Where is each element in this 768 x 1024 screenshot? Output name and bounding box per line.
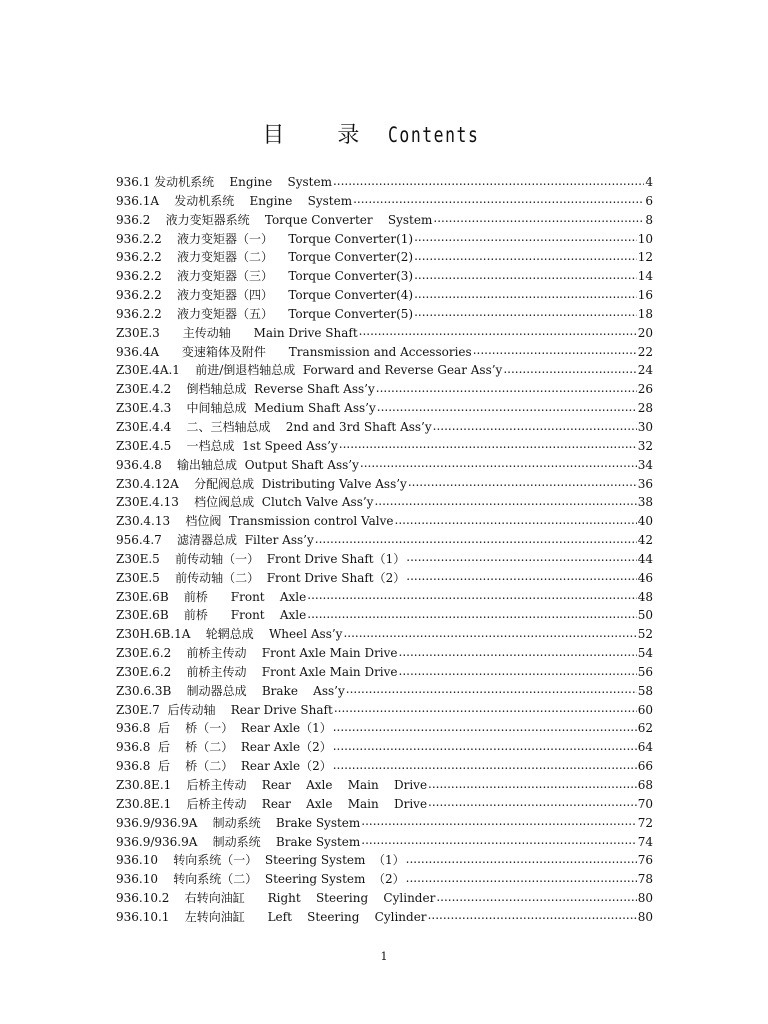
toc-entry[interactable]	[116, 343, 653, 362]
toc-entry-page-number: 68	[637, 778, 653, 792]
toc-entry-title: Z30E.4.3 中间轴总成 Medium Shaft Ass’y	[116, 401, 376, 416]
toc-entry-page-number: 38	[637, 495, 653, 510]
title-cn-part1: 目	[262, 123, 286, 148]
toc-dot-leader	[399, 666, 637, 678]
toc-entry-page-number: 46	[637, 570, 653, 585]
toc-entry-title: Z30E.4.13 档位阀总成 Clutch Valve Ass’y	[116, 495, 374, 510]
toc-dot-leader	[503, 365, 636, 377]
toc-entry[interactable]	[116, 889, 653, 908]
toc-dot-leader	[408, 478, 637, 490]
toc-entry-title: Z30E.6B 前桥 Front Axle	[116, 589, 307, 604]
toc-entry[interactable]	[116, 757, 653, 776]
table-of-contents	[116, 173, 653, 927]
toc-entry[interactable]	[116, 475, 653, 494]
toc-entry-title: Z30E.5 前传动轴（二） Front Drive Shaft（2）	[116, 570, 406, 585]
toc-entry-title: Z30E.6B 前桥 Front Axle	[116, 608, 307, 623]
toc-dot-leader	[376, 384, 637, 396]
toc-entry-page-number: 48	[637, 589, 653, 604]
toc-entry-page-number: 52	[637, 627, 653, 642]
toc-entry-title: 936.8 后 桥（二） Rear Axle（2）	[116, 740, 332, 755]
toc-entry[interactable]	[116, 851, 653, 870]
toc-entry-title: Z30E.3 主传动轴 Main Drive Shaft	[116, 325, 358, 340]
toc-entry-page-number: 32	[637, 438, 653, 453]
toc-entry-page-number: 12	[637, 250, 653, 265]
toc-entry-title: 936.9/936.9A 制动系统 Brake System	[116, 834, 361, 849]
toc-entry-page-number: 66	[637, 759, 653, 774]
title-en: Contents	[388, 123, 480, 147]
toc-dot-leader	[414, 233, 637, 245]
toc-dot-leader	[359, 327, 637, 339]
toc-entry-title: Z30E.6.2 前桥主传动 Front Axle Main Drive	[116, 664, 398, 679]
toc-dot-leader	[360, 459, 637, 471]
toc-entry-page-number: 14	[637, 269, 653, 284]
toc-entry[interactable]	[116, 663, 653, 682]
toc-entry-page-number: 50	[637, 608, 653, 623]
toc-entry-page-number: 36	[637, 476, 653, 491]
toc-entry[interactable]	[116, 456, 653, 475]
toc-entry-title: 936.9/936.9A 制动系统 Brake System	[116, 815, 361, 830]
toc-entry-title: Z30E.6.2 前桥主传动 Front Axle Main Drive	[116, 646, 398, 661]
page-title	[0, 118, 768, 149]
toc-entry-page-number: 10	[637, 231, 653, 246]
toc-entry-title: 936.10.1 左转向油缸 Left Steering Cylinder	[116, 909, 427, 924]
toc-entry[interactable]	[116, 531, 653, 550]
toc-entry[interactable]	[116, 738, 653, 757]
toc-entry[interactable]	[116, 286, 653, 305]
toc-entry[interactable]	[116, 267, 653, 286]
toc-dot-leader	[395, 516, 637, 528]
toc-dot-leader	[428, 798, 637, 810]
toc-entry-title: 936.2 液力变矩器系统 Torque Converter System	[116, 212, 433, 227]
toc-dot-leader	[333, 176, 644, 188]
toc-entry-title: 956.4.7 滤清器总成 Filter Ass’y	[116, 533, 314, 548]
toc-dot-leader	[346, 685, 637, 697]
toc-dot-leader	[353, 195, 644, 207]
toc-entry-page-number: 28	[637, 401, 653, 416]
toc-entry-title: 936.2.2 液力变矩器（一） Torque Converter(1)	[116, 231, 414, 246]
toc-dot-leader	[406, 572, 636, 584]
toc-entry-page-number: 58	[637, 683, 653, 698]
toc-dot-leader	[473, 346, 637, 358]
toc-entry[interactable]	[116, 776, 653, 795]
toc-entry-page-number: 80	[637, 909, 653, 924]
toc-dot-leader	[361, 836, 636, 848]
toc-entry-page-number: 44	[637, 551, 653, 566]
toc-entry[interactable]	[116, 588, 653, 607]
toc-entry-page-number: 40	[637, 514, 653, 529]
toc-dot-leader	[333, 742, 637, 754]
toc-entry[interactable]	[116, 211, 653, 230]
toc-dot-leader	[433, 214, 644, 226]
toc-entry[interactable]	[116, 833, 653, 852]
toc-dot-leader	[414, 252, 637, 264]
toc-entry-title: Z30H.6B.1A 轮辋总成 Wheel Ass’y	[116, 627, 343, 642]
toc-entry[interactable]	[116, 361, 653, 380]
toc-entry[interactable]	[116, 814, 653, 833]
toc-entry-page-number: 30	[637, 419, 653, 434]
toc-entry-page-number: 22	[637, 344, 653, 359]
toc-dot-leader	[414, 289, 637, 301]
toc-entry[interactable]	[116, 908, 653, 927]
toc-entry[interactable]	[116, 606, 653, 625]
toc-dot-leader	[343, 629, 636, 641]
toc-entry-title: Z30.4.12A 分配阀总成 Distributing Valve Ass’y	[116, 476, 407, 491]
toc-entry-page-number: 76	[637, 853, 653, 868]
toc-entry-title: 936.8 后 桥（二） Rear Axle（2）	[116, 759, 332, 774]
toc-dot-leader	[406, 855, 637, 867]
toc-entry[interactable]	[116, 512, 653, 531]
toc-entry-page-number: 60	[637, 702, 653, 717]
toc-dot-leader	[414, 308, 637, 320]
toc-entry-title: 936.1 发动机系统 Engine System	[116, 175, 332, 189]
toc-dot-leader	[307, 591, 636, 603]
toc-entry[interactable]	[116, 701, 653, 720]
toc-dot-leader	[433, 421, 637, 433]
toc-entry[interactable]	[116, 625, 653, 644]
toc-entry[interactable]	[116, 550, 653, 569]
toc-dot-leader	[428, 779, 637, 791]
toc-entry[interactable]	[116, 493, 653, 512]
toc-entry-title: Z30E.4.4 二、三档轴总成 2nd and 3rd Shaft Ass’y	[116, 419, 432, 434]
toc-dot-leader	[399, 648, 637, 660]
toc-entry[interactable]	[116, 173, 653, 192]
toc-dot-leader	[377, 403, 637, 415]
toc-entry-title: Z30E.4.5 一档总成 1st Speed Ass’y	[116, 438, 338, 453]
toc-entry-page-number: 18	[637, 306, 653, 321]
toc-entry-title: Z30E.7 后传动轴 Rear Drive Shaft	[116, 702, 333, 717]
toc-entry[interactable]	[116, 248, 653, 267]
toc-entry-page-number: 72	[637, 815, 653, 830]
toc-entry-title: Z30.8E.1 后桥主传动 Rear Axle Main Drive	[116, 778, 428, 792]
toc-dot-leader	[361, 817, 636, 829]
toc-entry-page-number: 4	[645, 175, 653, 189]
toc-entry-title: Z30E.4.2 倒档轴总成 Reverse Shaft Ass’y	[116, 382, 375, 397]
toc-entry-page-number: 62	[637, 721, 653, 736]
toc-entry-title: 936.10 转向系统（一） Steering System （1）	[116, 853, 405, 868]
toc-dot-leader	[428, 911, 637, 923]
toc-entry-page-number: 54	[637, 646, 653, 661]
toc-entry-title: 936.10 转向系统（二） Steering System （2）	[116, 872, 405, 887]
toc-entry[interactable]	[116, 380, 653, 399]
toc-dot-leader	[333, 723, 637, 735]
toc-entry-title: 936.4A 变速箱体及附件 Transmission and Accessories	[116, 344, 472, 359]
toc-entry[interactable]	[116, 324, 653, 343]
toc-entry-title: 936.4.8 输出轴总成 Output Shaft Ass’y	[116, 457, 359, 472]
toc-entry[interactable]	[116, 230, 653, 249]
toc-entry-title: 936.1A 发动机系统 Engine System	[116, 193, 353, 208]
toc-entry-page-number: 26	[637, 382, 653, 397]
toc-entry[interactable]	[116, 870, 653, 889]
toc-dot-leader	[307, 610, 636, 622]
toc-entry-page-number: 70	[637, 796, 653, 811]
toc-entry-page-number: 6	[645, 193, 653, 208]
page-number: 1	[380, 950, 388, 963]
toc-entry-page-number: 20	[637, 325, 653, 340]
toc-entry-title: Z30.4.13 档位阀 Transmission control Valve	[116, 514, 394, 529]
toc-dot-leader	[333, 761, 637, 773]
toc-entry-page-number: 16	[637, 288, 653, 303]
toc-entry-page-number: 78	[637, 872, 653, 887]
toc-dot-leader	[406, 874, 637, 886]
toc-dot-leader	[406, 553, 636, 565]
toc-entry-page-number: 64	[637, 740, 653, 755]
toc-entry[interactable]	[116, 399, 653, 418]
toc-dot-leader	[334, 704, 637, 716]
toc-dot-leader	[414, 271, 637, 283]
title-cn-part2: 录	[337, 123, 361, 148]
toc-dot-leader	[436, 892, 636, 904]
toc-entry[interactable]	[116, 569, 653, 588]
toc-entry[interactable]	[116, 192, 653, 211]
toc-entry-title: 936.2.2 液力变矩器（五） Torque Converter(5)	[116, 306, 414, 321]
toc-entry-title: 936.8 后 桥（一） Rear Axle（1）	[116, 721, 332, 736]
toc-entry-title: 936.2.2 液力变矩器（四） Torque Converter(4)	[116, 288, 414, 303]
toc-dot-leader	[374, 497, 636, 509]
toc-entry[interactable]	[116, 719, 653, 738]
toc-dot-leader	[315, 534, 637, 546]
toc-entry-title: 936.2.2 液力变矩器（二） Torque Converter(2)	[116, 250, 414, 265]
toc-entry-title: 936.2.2 液力变矩器（三） Torque Converter(3)	[116, 269, 414, 284]
toc-entry[interactable]	[116, 418, 653, 437]
toc-entry-title: Z30.6.3B 制动器总成 Brake Ass’y	[116, 683, 345, 698]
toc-entry[interactable]	[116, 795, 653, 814]
toc-entry-page-number: 74	[637, 834, 653, 849]
toc-dot-leader	[339, 440, 637, 452]
toc-entry-title: Z30E.5 前传动轴（一） Front Drive Shaft（1）	[116, 551, 406, 566]
toc-entry-page-number: 24	[637, 363, 653, 378]
toc-entry-title: 936.10.2 右转向油缸 Right Steering Cylinder	[116, 891, 436, 906]
toc-entry-page-number: 8	[645, 212, 653, 227]
toc-entry[interactable]	[116, 644, 653, 663]
toc-entry-page-number: 56	[637, 664, 653, 679]
toc-entry[interactable]	[116, 305, 653, 324]
toc-entry-page-number: 34	[637, 457, 653, 472]
toc-entry-page-number: 42	[637, 533, 653, 548]
toc-entry-page-number: 80	[637, 891, 653, 906]
toc-entry-title: Z30E.4A.1 前进/倒退档轴总成 Forward and Reverse Gear Ass’y	[116, 363, 503, 378]
toc-entry[interactable]	[116, 682, 653, 701]
toc-entry[interactable]	[116, 437, 653, 456]
toc-entry-title: Z30.8E.1 后桥主传动 Rear Axle Main Drive	[116, 796, 428, 811]
